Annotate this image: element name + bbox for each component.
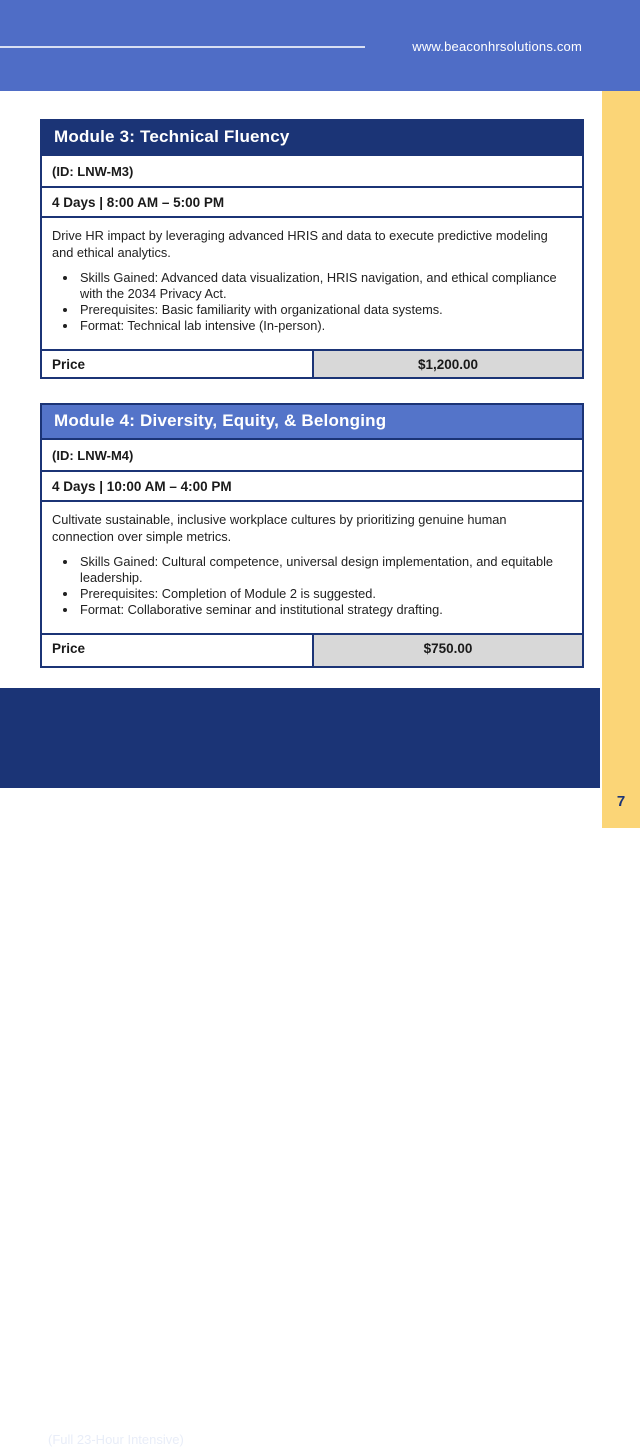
side-accent-stripe	[602, 91, 640, 828]
module-3-summary: Drive HR impact by leveraging advanced HRIS and data to execute predictive modeling and ethical analytics.	[52, 228, 548, 260]
module-4-bullet-list	[52, 554, 570, 618]
module-4-summary: Cultivate sustainable, inclusive workplace cultures by prioritizing genuine human connection over simple metrics.	[52, 512, 507, 544]
module-3-bullet-format: • Format: Technical lab intensive (In-person).	[78, 318, 570, 334]
module-4-description	[42, 500, 582, 633]
module-3-bullet-skills: • Skills Gained: Advanced data visualization, HRIS navigation, and ethical compliance with the 2034 Privacy Act.	[78, 270, 570, 302]
module-3-description	[42, 216, 582, 349]
module-4-bullet-skills: • Skills Gained: Cultural competence, universal design implementation, and equitable leadership.	[78, 554, 570, 586]
module-3-title: Module 3: Technical Fluency	[42, 121, 582, 154]
module-4-price-label: Price	[52, 641, 86, 656]
module-4-price-value: $750.00	[312, 635, 582, 666]
total-investment-subtitle: (Full 23-Hour Intensive)	[48, 1432, 184, 1447]
page-number: 7	[616, 793, 626, 810]
module-3-bullet-prerequisites: • Prerequisites: Basic familiarity with organizational data systems.	[78, 302, 570, 318]
module-4-id: (ID: LNW-M4)	[42, 438, 582, 470]
module-4-bullet-format: • Format: Collaborative seminar and institutional strategy drafting.	[78, 602, 570, 618]
module-3-price-row	[42, 349, 582, 377]
module-3-bullet-list	[52, 270, 570, 334]
module-4-bullet-prerequisites: • Prerequisites: Completion of Module 2 is suggested.	[78, 586, 570, 602]
module-4-card	[40, 403, 584, 668]
module-3-card	[40, 119, 584, 379]
module-3-price-value: $1,200.00	[312, 351, 582, 377]
module-4-price-row	[42, 633, 582, 666]
total-investment-band	[0, 688, 600, 1447]
total-investment-amount: $3,400.00	[475, 1416, 560, 1437]
total-investment-title: Total Certificate Investment	[48, 1396, 341, 1421]
module-3-schedule: 4 Days | 8:00 AM – 5:00 PM	[42, 186, 582, 216]
module-4-schedule: 4 Days | 10:00 AM – 4:00 PM	[42, 470, 582, 500]
header-divider-line	[0, 46, 365, 48]
module-3-price-label: Price	[52, 357, 86, 372]
page-header-band	[0, 0, 640, 91]
module-4-title: Module 4: Diversity, Equity, & Belonging	[42, 405, 582, 438]
module-3-id: (ID: LNW-M3)	[42, 154, 582, 186]
website-url: www.beaconhrsolutions.com	[412, 39, 582, 54]
